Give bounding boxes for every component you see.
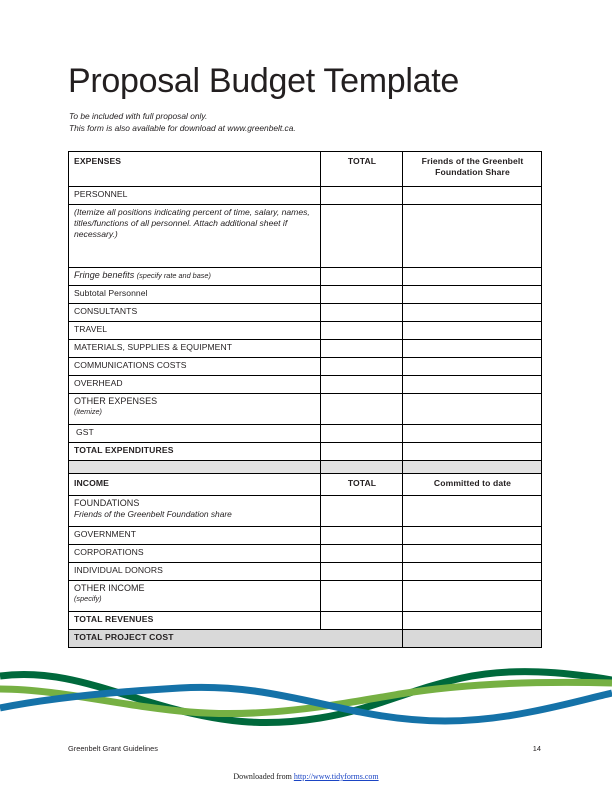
table-row-individual-donors	[69, 563, 542, 581]
table-row-materials	[69, 340, 542, 358]
row-sublabel: (specify)	[74, 594, 102, 603]
subtitle-line-1: To be included with full proposal only.	[69, 111, 208, 121]
cell-total-project-cost[interactable]	[403, 630, 542, 648]
cell-total-government[interactable]	[321, 527, 403, 545]
expenses-header-share: Friends of the Greenbelt Foundation Share	[403, 152, 542, 187]
table-row-fringe-benefits	[69, 268, 542, 286]
row-label-other-income	[69, 581, 321, 612]
subtitle-line-2: This form is also available for download at www.greenbelt.ca.	[69, 122, 296, 133]
download-watermark	[0, 772, 612, 781]
cell-committed-revenues[interactable]	[403, 612, 542, 630]
table-row-corporations	[69, 545, 542, 563]
spacer-cell-share	[403, 461, 542, 474]
expenses-header-label: EXPENSES	[69, 152, 321, 187]
table-row-subtotal-personnel	[69, 286, 542, 304]
cell-total-personnel[interactable]	[321, 187, 403, 205]
cell-committed-other-income[interactable]	[403, 581, 542, 612]
footer-document-name: Greenbelt Grant Guidelines	[68, 744, 158, 753]
row-label: MATERIALS, SUPPLIES & EQUIPMENT	[69, 340, 321, 358]
row-label-fringe	[69, 268, 321, 286]
spacer-cell-total	[321, 461, 403, 474]
income-header-label: INCOME	[69, 474, 321, 496]
row-label: PERSONNEL	[69, 187, 321, 205]
row-label: GOVERNMENT	[69, 527, 321, 545]
expenses-header-row	[69, 152, 542, 187]
expenses-header-total: TOTAL	[321, 152, 403, 187]
cell-total-subtotal-personnel[interactable]	[321, 286, 403, 304]
row-note: (Itemize all positions indicating percent of time, salary, names, titles/functions of all personnel. Attach additional sheet if necessary.)	[69, 205, 321, 268]
row-label: OTHER INCOME	[74, 583, 145, 593]
wave-blue	[0, 687, 612, 721]
table-row-total-expenditures	[69, 443, 542, 461]
table-row-communications	[69, 358, 542, 376]
cell-total-materials[interactable]	[321, 340, 403, 358]
page-title: Proposal Budget Template	[68, 62, 459, 100]
table-row-government	[69, 527, 542, 545]
cell-committed-foundations[interactable]	[403, 496, 542, 527]
cell-share-other-expenses[interactable]	[403, 394, 542, 425]
cell-share-fringe[interactable]	[403, 268, 542, 286]
cell-total-individual-donors[interactable]	[321, 563, 403, 581]
watermark-prefix: Downloaded from	[233, 772, 294, 781]
section-spacer-row	[69, 461, 542, 474]
table-row-gst	[69, 425, 542, 443]
cell-share-travel[interactable]	[403, 322, 542, 340]
cell-committed-individual-donors[interactable]	[403, 563, 542, 581]
row-sublabel: (itemize)	[74, 407, 102, 416]
cell-share-communications[interactable]	[403, 358, 542, 376]
spacer-cell-label	[69, 461, 321, 474]
cell-total-corporations[interactable]	[321, 545, 403, 563]
row-label: COMMUNICATIONS COSTS	[69, 358, 321, 376]
row-label: CONSULTANTS	[69, 304, 321, 322]
row-label: TOTAL EXPENDITURES	[69, 443, 321, 461]
cell-share-gst[interactable]	[403, 425, 542, 443]
cell-share-consultants[interactable]	[403, 304, 542, 322]
table-row-consultants	[69, 304, 542, 322]
row-label: FOUNDATIONS	[74, 498, 140, 508]
cell-total-expenditures[interactable]	[321, 443, 403, 461]
row-label: TOTAL REVENUES	[69, 612, 321, 630]
proposal-budget-table	[68, 151, 542, 648]
row-sublabel: (specify rate and base)	[136, 271, 211, 280]
decorative-waves-graphic	[0, 662, 612, 740]
cell-share-overhead[interactable]	[403, 376, 542, 394]
income-header-row	[69, 474, 542, 496]
cell-total-consultants[interactable]	[321, 304, 403, 322]
row-sublabel: Friends of the Greenbelt Foundation share	[74, 509, 232, 519]
row-label: Fringe benefits	[74, 270, 135, 280]
cell-share-expenditures[interactable]	[403, 443, 542, 461]
table-row-other-income	[69, 581, 542, 612]
cell-total-revenues[interactable]	[321, 612, 403, 630]
page-subtitle	[69, 111, 296, 134]
row-label-foundations	[69, 496, 321, 527]
cell-total-overhead[interactable]	[321, 376, 403, 394]
cell-committed-government[interactable]	[403, 527, 542, 545]
row-label: OTHER EXPENSES	[74, 396, 158, 406]
cell-total-personnel-note[interactable]	[321, 205, 403, 268]
row-label: TOTAL PROJECT COST	[69, 630, 403, 648]
table-row-other-expenses	[69, 394, 542, 425]
row-label-other-expenses	[69, 394, 321, 425]
watermark-url[interactable]: http://www.tidyforms.com	[293, 772, 379, 781]
row-label: INDIVIDUAL DONORS	[69, 563, 321, 581]
row-label: TRAVEL	[69, 322, 321, 340]
table-row-total-revenues	[69, 612, 542, 630]
table-row-overhead	[69, 376, 542, 394]
cell-total-travel[interactable]	[321, 322, 403, 340]
cell-total-other-income[interactable]	[321, 581, 403, 612]
row-label: Subtotal Personnel	[69, 286, 321, 304]
row-label: GST	[69, 425, 321, 443]
table-row-travel	[69, 322, 542, 340]
table-row-personnel-note	[69, 205, 542, 268]
income-header-total: TOTAL	[321, 474, 403, 496]
cell-total-foundations[interactable]	[321, 496, 403, 527]
cell-total-fringe[interactable]	[321, 268, 403, 286]
table-row-total-project-cost	[69, 630, 542, 648]
cell-share-personnel[interactable]	[403, 187, 542, 205]
cell-total-communications[interactable]	[321, 358, 403, 376]
cell-share-personnel-note[interactable]	[403, 205, 542, 268]
page-footer	[68, 744, 541, 753]
table-row-personnel	[69, 187, 542, 205]
cell-total-other-expenses[interactable]	[321, 394, 403, 425]
cell-total-gst[interactable]	[321, 425, 403, 443]
table-row-foundations	[69, 496, 542, 527]
cell-share-subtotal-personnel[interactable]	[403, 286, 542, 304]
cell-share-materials[interactable]	[403, 340, 542, 358]
footer-page-number: 14	[532, 744, 541, 753]
income-header-committed: Committed to date	[403, 474, 542, 496]
cell-committed-corporations[interactable]	[403, 545, 542, 563]
row-label: CORPORATIONS	[69, 545, 321, 563]
row-label: OVERHEAD	[69, 376, 321, 394]
